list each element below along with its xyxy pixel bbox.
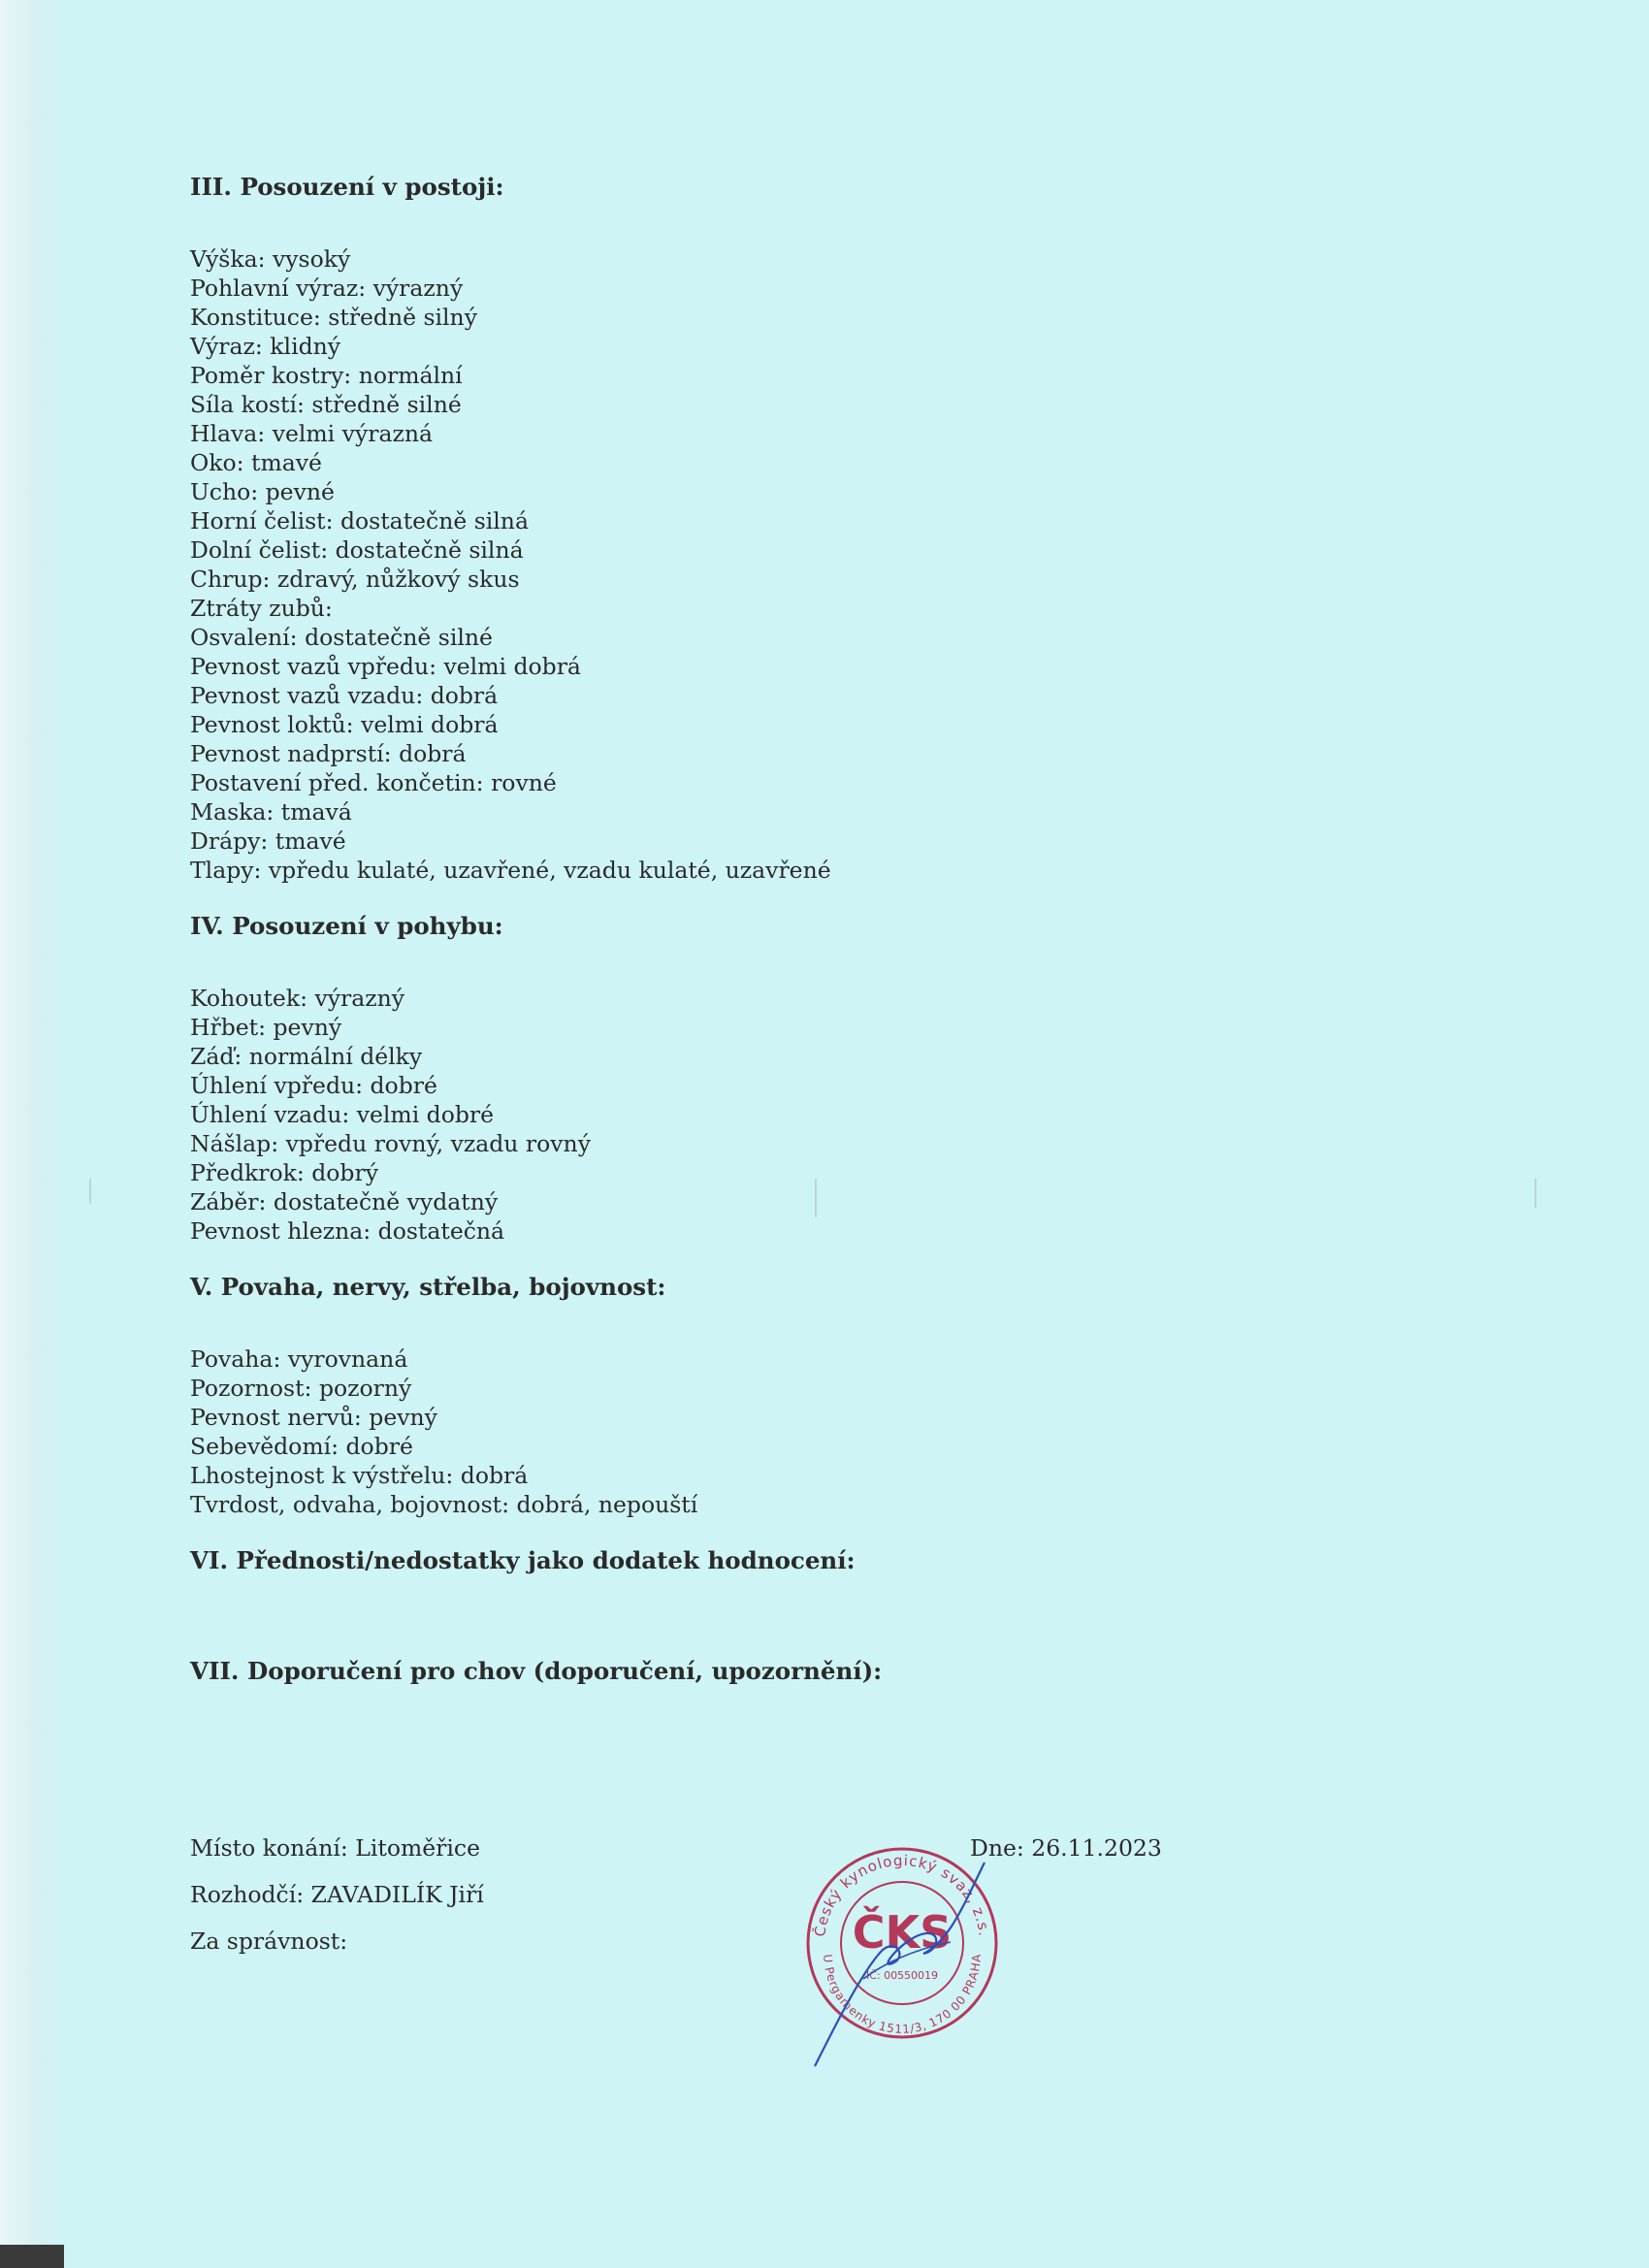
evaluation-line: Drápy: tmavé xyxy=(190,827,346,855)
evaluation-line: Postavení před. končetin: rovné xyxy=(190,769,557,796)
section-lines xyxy=(190,244,1257,885)
scan-corner xyxy=(0,2245,64,2268)
evaluation-line: Pevnost vazů vpředu: velmi dobrá xyxy=(190,653,581,680)
evaluation-line: Tlapy: vpředu kulaté, uzavřené, vzadu kulaté, uzavřené xyxy=(190,857,831,884)
section-heading: VII. Doporučení pro chov (doporučení, upozornění): xyxy=(190,1657,883,1685)
evaluation-line: Kohoutek: výrazný xyxy=(190,985,405,1012)
section-heading: IV. Posouzení v pohybu: xyxy=(190,912,503,940)
evaluation-line: Poměr kostry: normální xyxy=(190,362,463,389)
evaluation-line: Pohlavní výraz: výrazný xyxy=(190,275,464,302)
evaluation-line: Hřbet: pevný xyxy=(190,1014,342,1041)
evaluation-line: Ucho: pevné xyxy=(190,478,335,505)
section-heading: V. Povaha, nervy, střelba, bojovnost: xyxy=(190,1273,666,1301)
evaluation-line: Povaha: vyrovnaná xyxy=(190,1345,408,1373)
evaluation-line: Pevnost loktů: velmi dobrá xyxy=(190,711,499,738)
fold-mark xyxy=(89,1179,91,1204)
date-line: Dne: 26.11.2023 xyxy=(970,1834,1162,1862)
evaluation-line: Výraz: klidný xyxy=(190,333,341,360)
evaluation-line: Úhlení vpředu: dobré xyxy=(190,1072,437,1099)
evaluation-line: Maska: tmavá xyxy=(190,798,352,826)
evaluation-line: Pevnost nervů: pevný xyxy=(190,1404,437,1431)
evaluation-line: Výška: vysoký xyxy=(190,245,351,273)
stamp-ring-top: Český kynologický svaz, z.s. xyxy=(811,1851,993,1938)
stamp-logo: ČKS xyxy=(852,1906,953,1959)
empty-section-space xyxy=(190,1575,1257,1657)
evaluation-line: Oko: tmavé xyxy=(190,449,322,476)
evaluation-line: Ztráty zubů: xyxy=(190,595,333,622)
evaluation-line: Chrup: zdravý, nůžkový skus xyxy=(190,566,520,593)
stamp-ico: IČ: 00550019 xyxy=(865,1969,939,1982)
evaluation-line: Nášlap: vpředu rovný, vzadu rovný xyxy=(190,1130,591,1157)
judge-line: Rozhodčí: ZAVADILÍK Jiří xyxy=(190,1881,484,1908)
section-lines xyxy=(190,984,1257,1246)
evaluation-line: Sebevědomí: dobré xyxy=(190,1433,413,1460)
section-lines xyxy=(190,1345,1257,1519)
evaluation-line: Lhostejnost k výstřelu: dobrá xyxy=(190,1462,529,1489)
evaluation-line: Hlava: velmi výrazná xyxy=(190,420,433,447)
stamp-ring-bottom: U Pergamenky 1511/3, 170 00 PRAHA xyxy=(821,1954,984,2036)
correctness-line: Za správnost: xyxy=(190,1928,348,1955)
evaluation-line: Pevnost nadprstí: dobrá xyxy=(190,740,467,767)
evaluation-line: Úhlení vzadu: velmi dobré xyxy=(190,1101,495,1128)
fold-mark xyxy=(1535,1179,1536,1208)
evaluation-line: Pevnost vazů vzadu: dobrá xyxy=(190,682,499,709)
venue-line: Místo konání: Litoměřice xyxy=(190,1834,480,1862)
evaluation-line: Tvrdost, odvaha, bojovnost: dobrá, nepouští xyxy=(190,1491,698,1518)
evaluation-line: Záď: normální délky xyxy=(190,1043,423,1070)
official-stamp xyxy=(795,1833,1009,2076)
section-heading: VI. Přednosti/nedostatky jako dodatek hodnocení: xyxy=(190,1546,856,1574)
evaluation-line: Dolní čelist: dostatečně silná xyxy=(190,536,524,564)
section-heading: III. Posouzení v postoji: xyxy=(190,173,504,201)
evaluation-body xyxy=(190,173,1257,1686)
evaluation-line: Předkrok: dobrý xyxy=(190,1159,378,1186)
evaluation-line: Osvalení: dostatečně silné xyxy=(190,624,493,651)
evaluation-line: Konstituce: středně silný xyxy=(190,304,477,331)
evaluation-line: Horní čelist: dostatečně silná xyxy=(190,507,529,535)
evaluation-line: Pevnost hlezna: dostatečná xyxy=(190,1217,505,1245)
evaluation-line: Síla kostí: středně silné xyxy=(190,391,462,418)
evaluation-line: Pozornost: pozorný xyxy=(190,1375,412,1402)
evaluation-line: Záběr: dostatečně vydatný xyxy=(190,1188,499,1215)
scan-edge xyxy=(0,0,64,2268)
